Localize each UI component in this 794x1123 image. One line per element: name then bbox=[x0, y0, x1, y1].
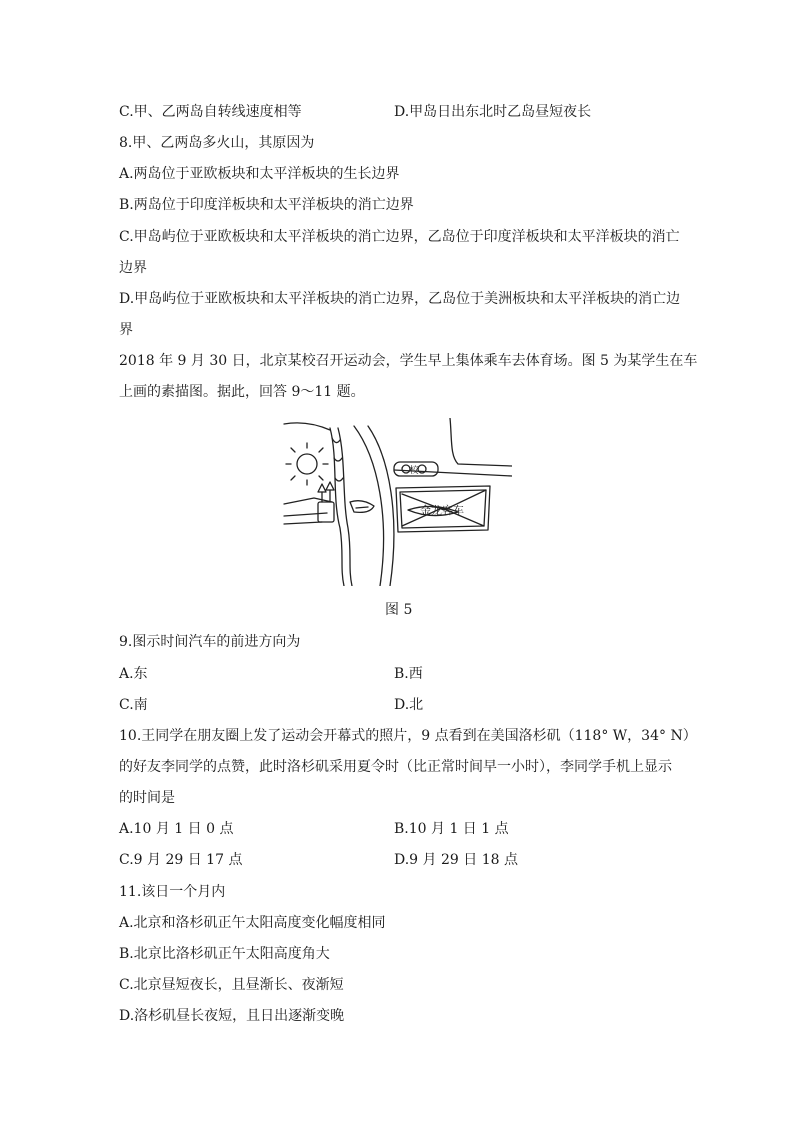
q8-option-c-line2: 边界 bbox=[119, 260, 147, 276]
q8-option-c-line1: C.甲岛屿位于亚欧板块和太平洋板块的消亡边界，乙岛位于印度洋板块和太平洋板块的消亡 bbox=[119, 229, 680, 245]
q11-option-d: D.洛杉矶昼长夜短，且日出逐渐变晚 bbox=[119, 1008, 345, 1024]
intro-line1: 2018 年 9 月 30 日，北京某校召开运动会，学生早上集体乘车去体育场。图 5 为某学生在车 bbox=[119, 353, 698, 369]
q8-stem: 8.甲、乙两岛多火山，其原因为 bbox=[119, 135, 315, 151]
q9-option-d: D.北 bbox=[394, 697, 424, 713]
q10-option-d: D.9 月 29 日 18 点 bbox=[394, 852, 518, 868]
q10-line3: 的时间是 bbox=[119, 790, 175, 806]
banner-text: 金龙客车 bbox=[420, 504, 464, 517]
q10-option-c: C.9 月 29 日 17 点 bbox=[119, 852, 243, 868]
q8-option-b: B.两岛位于印度洋板块和太平洋板块的消亡边界 bbox=[119, 197, 414, 213]
q10-line2: 的好友李同学的点赞，此时洛杉矶采用夏令时（比正常时间早一小时），李同学手机上显示 bbox=[119, 759, 672, 775]
q9-option-b: B.西 bbox=[394, 666, 423, 682]
q8-option-a: A.两岛位于亚欧板块和太平洋板块的生长边界 bbox=[119, 166, 400, 182]
figure-5-sketch bbox=[282, 418, 512, 586]
sketch-drawing bbox=[282, 418, 512, 586]
figure-caption: 图 5 bbox=[385, 602, 413, 618]
q10-option-a: A.10 月 1 日 0 点 bbox=[119, 821, 234, 837]
q11-option-b: B.北京比洛杉矶正午太阳高度角大 bbox=[119, 946, 330, 962]
sun-icon bbox=[297, 454, 317, 474]
q7-option-d: D.甲岛日出东北时乙岛昼短夜长 bbox=[394, 104, 592, 120]
q10-option-b: B.10 月 1 日 1 点 bbox=[394, 821, 509, 837]
q8-option-d-line1: D.甲岛屿位于亚欧板块和太平洋板块的消亡边界，乙岛位于美洲板块和太平洋板块的消亡边 bbox=[119, 291, 681, 307]
q10-line1: 10.王同学在朋友圈上发了运动会开幕式的照片，9 点看到在美国洛杉矶（118° W，34° N） bbox=[119, 728, 697, 744]
q11-stem: 11.该日一个月内 bbox=[119, 884, 226, 900]
intro-line2: 上画的素描图。据此，回答 9～11 题。 bbox=[119, 384, 365, 400]
sun-rays-icon bbox=[286, 443, 328, 485]
side-mirror-icon bbox=[350, 501, 374, 513]
q9-option-a: A.东 bbox=[119, 666, 148, 682]
q9-option-c: C.南 bbox=[119, 697, 148, 713]
tree-icon bbox=[318, 484, 326, 492]
mirror-sign-text: 校 bbox=[409, 466, 419, 476]
q9-stem: 9.图示时间汽车的前进方向为 bbox=[119, 634, 301, 650]
q11-option-c: C.北京昼短夜长，且昼渐长、夜渐短 bbox=[119, 977, 344, 993]
q11-option-a: A.北京和洛杉矶正午太阳高度变化幅度相同 bbox=[119, 915, 386, 931]
q7-option-c: C.甲、乙两岛自转线速度相等 bbox=[119, 104, 302, 120]
a-pillar-shape bbox=[354, 426, 384, 586]
q8-option-d-line2: 界 bbox=[119, 322, 133, 338]
